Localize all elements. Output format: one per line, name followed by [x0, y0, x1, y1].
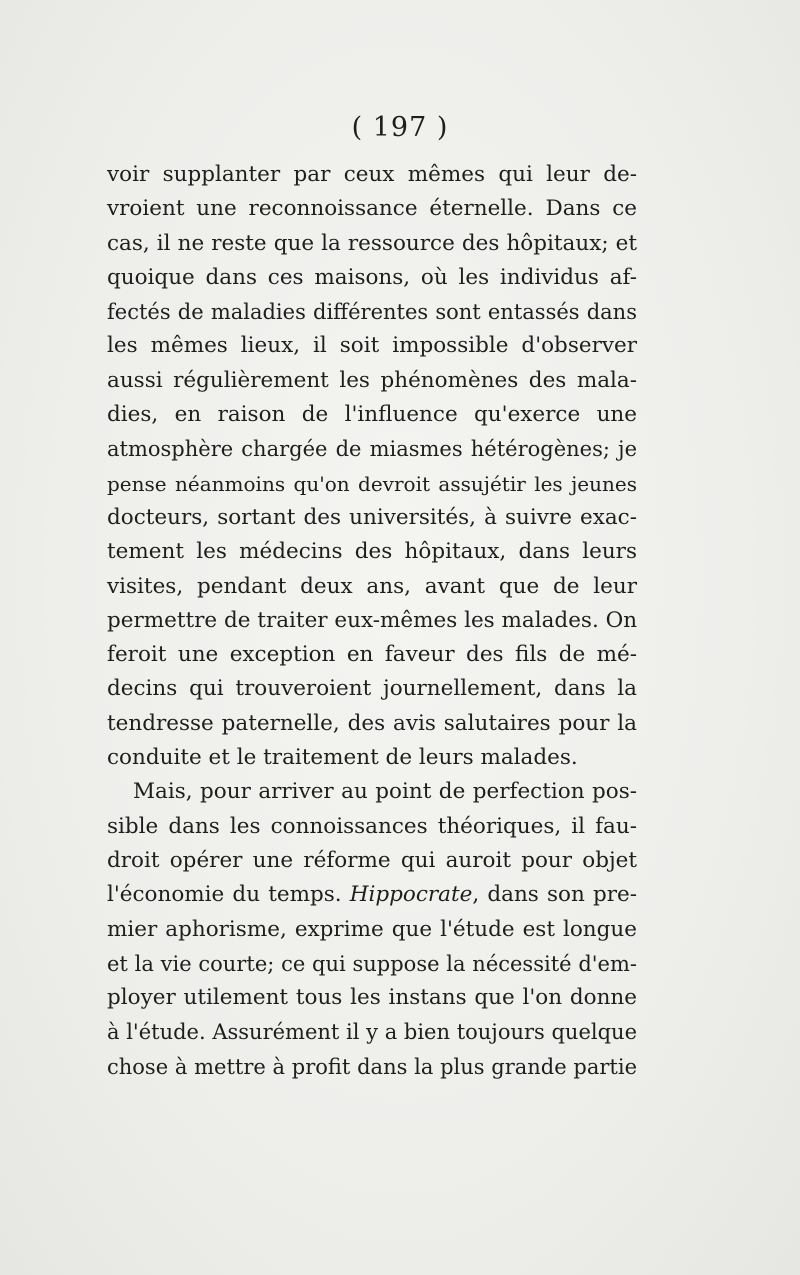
text-line: cas, il ne reste que la ressource des hôpitaux; et [107, 230, 637, 256]
text-line: docteurs, sortant des universités, à suivre exac- [107, 504, 637, 530]
text-line: aussi régulièrement les phénomènes des mala- [107, 367, 637, 393]
text-line: permettre de traiter eux-mêmes les malades. On [107, 607, 638, 633]
text-line: decins qui trouveroient journellement, dans la [107, 676, 637, 702]
text-line [107, 878, 637, 912]
text-line: sible dans les connoissances théoriques, il fau- [107, 813, 637, 839]
text-line: voir supplanter par ceux mêmes qui leur de- [107, 162, 637, 187]
text-line: atmosphère chargée de miasmes hétérogènes; je [107, 437, 637, 462]
text-line: visites, pendant deux ans, avant que de leur [107, 573, 637, 599]
text-line: conduite et le traitement de leurs malades. [107, 745, 578, 771]
text-line: pense néanmoins qu'on devroit assujétir les jeunes [107, 471, 637, 496]
text-line: les mêmes lieux, il soit impossible d'observer [107, 333, 637, 359]
text-line: vroient une reconnoissance éternelle. Dans ce [107, 196, 637, 222]
text-line: Mais, pour arriver au point de perfection pos- [133, 779, 637, 805]
italic-name: Hippocrate [349, 882, 473, 908]
text-line: et la vie courte; ce qui suppose la nécessité d'em- [107, 951, 637, 976]
page-number: ( 197 ) [351, 112, 449, 143]
text-line: chose à mettre à profit dans la plus grande partie [107, 1054, 637, 1079]
text-line: mier aphorisme, exprime que l'étude est longue [107, 916, 637, 942]
text-line: quoique dans ces maisons, où les individus af- [107, 264, 637, 290]
text-line: fectés de maladies différentes sont entassés dans [107, 300, 637, 325]
body-text [107, 158, 637, 1084]
text-line: feroit une exception en faveur des fils de mé- [107, 642, 637, 668]
text-line: dies, en raison de l'influence qu'exerce une [107, 402, 637, 428]
text-segment: l'économie du temps. [107, 882, 342, 908]
text-line: droit opérer une réforme qui auroit pour objet [107, 847, 637, 873]
text-line: tendresse paternelle, des avis salutaires pour la [107, 710, 637, 736]
text-line: à l'étude. Assurément il y a bien toujours quelque [107, 1020, 637, 1045]
text-line: ployer utilement tous les instans que l'on donne [107, 985, 637, 1011]
text-line: tement les médecins des hôpitaux, dans leurs [107, 539, 637, 565]
text-segment: , dans son pre- [472, 882, 638, 908]
